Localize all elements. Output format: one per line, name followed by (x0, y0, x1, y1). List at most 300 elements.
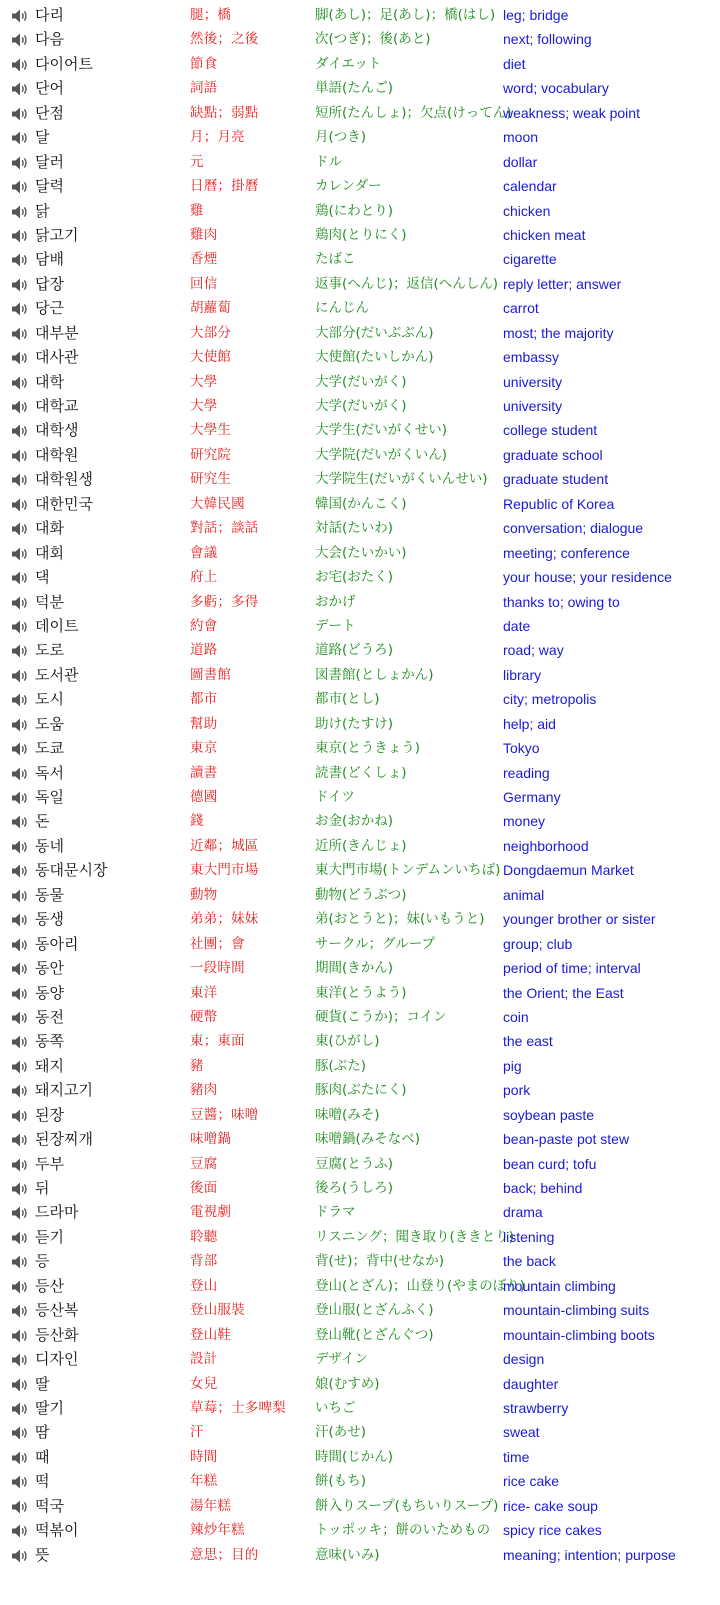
english-translation: your house; your residence (503, 569, 672, 586)
korean-word: 동네 (35, 836, 64, 855)
vocab-row (0, 785, 720, 809)
japanese-translation: ダイエット (315, 55, 382, 72)
vocab-row (0, 1469, 720, 1493)
hanja-translation: 辣炒年糕 (190, 1522, 245, 1539)
english-translation: date (503, 617, 531, 634)
hanja-translation: 錢 (190, 813, 204, 830)
vocab-row (0, 736, 720, 760)
vocab-row (0, 370, 720, 394)
english-translation: neighborhood (503, 837, 589, 854)
vocab-row (0, 52, 720, 76)
korean-word: 대학원 (35, 445, 79, 464)
speaker-icon[interactable] (11, 155, 29, 171)
korean-word: 돈 (35, 812, 50, 831)
hanja-translation: 對話；談話 (190, 520, 259, 537)
vocab-row (0, 1005, 720, 1029)
korean-word: 다리 (35, 6, 64, 24)
korean-word: 등산화 (35, 1325, 79, 1344)
english-translation: group; club (503, 935, 573, 952)
vocab-row (0, 1396, 720, 1420)
speaker-icon[interactable] (11, 277, 29, 293)
hanja-translation: 會議 (190, 544, 218, 561)
korean-word: 동생 (35, 910, 64, 929)
hanja-translation: 多虧；多得 (190, 593, 259, 610)
vocab-row (0, 883, 720, 907)
speaker-icon[interactable] (11, 1157, 29, 1173)
speaker-icon[interactable] (11, 937, 29, 953)
korean-word: 다음 (35, 30, 64, 49)
hanja-translation: 豆腐 (190, 1155, 218, 1172)
hanja-translation: 腿；橋 (190, 7, 232, 23)
japanese-translation: 対話(たいわ) (315, 520, 394, 537)
speaker-icon[interactable] (11, 1450, 29, 1466)
speaker-icon[interactable] (11, 448, 29, 464)
vocab-row (0, 296, 720, 320)
english-translation: pig (503, 1057, 522, 1074)
hanja-translation: 湯年糕 (190, 1497, 232, 1514)
hanja-translation: 登山服裝 (190, 1302, 245, 1319)
speaker-icon[interactable] (11, 326, 29, 342)
english-translation: carrot (503, 300, 539, 317)
vocab-row (0, 76, 720, 100)
speaker-icon[interactable] (11, 375, 29, 391)
speaker-icon[interactable] (11, 1523, 29, 1539)
english-translation: mountain-climbing boots (503, 1326, 655, 1343)
speaker-icon[interactable] (11, 1059, 29, 1075)
korean-word: 동쪽 (35, 1032, 64, 1051)
korean-word: 된장찌개 (35, 1130, 93, 1149)
japanese-translation: 東(ひがし) (315, 1033, 380, 1050)
speaker-icon[interactable] (11, 643, 29, 659)
korean-word: 딸기 (35, 1398, 64, 1417)
hanja-translation: 約會 (190, 617, 218, 634)
hanja-translation: 時間 (190, 1448, 218, 1465)
speaker-icon[interactable] (11, 81, 29, 97)
japanese-translation: 意味(いみ) (315, 1546, 380, 1563)
hanja-translation: 詞語 (190, 80, 218, 97)
english-translation: Germany (503, 789, 561, 805)
hanja-translation: 研究院 (190, 446, 232, 463)
vocab-row (0, 150, 720, 174)
speaker-icon[interactable] (11, 350, 29, 366)
vocab-row (0, 663, 720, 687)
korean-word: 도시 (35, 690, 64, 709)
speaker-icon[interactable] (11, 1474, 29, 1490)
vocab-row (0, 1176, 720, 1200)
english-translation: road; way (503, 642, 564, 659)
speaker-icon[interactable] (11, 1401, 29, 1417)
speaker-icon[interactable] (11, 1425, 29, 1441)
japanese-translation: 期間(きかん) (315, 960, 394, 977)
japanese-translation: 背(せ)；背中(せなか) (315, 1253, 445, 1270)
vocab-row (0, 321, 720, 345)
speaker-icon[interactable] (11, 1279, 29, 1295)
english-translation: the Orient; the East (503, 984, 624, 1001)
speaker-icon[interactable] (11, 595, 29, 611)
hanja-translation: 香煙 (190, 251, 218, 268)
english-translation: back; behind (503, 1180, 583, 1196)
japanese-translation: ドラマ (315, 1204, 356, 1221)
hanja-translation: 道路 (190, 642, 218, 659)
hanja-translation: 大部分 (190, 324, 232, 341)
hanja-translation: 大韓民國 (190, 495, 245, 512)
hanja-translation: 弟弟；妹妹 (190, 911, 259, 928)
korean-word: 등산복 (35, 1301, 79, 1320)
vocab-row (0, 394, 720, 418)
speaker-icon[interactable] (11, 1377, 29, 1393)
speaker-icon[interactable] (11, 32, 29, 48)
vocab-row (0, 1225, 720, 1249)
speaker-icon[interactable] (11, 228, 29, 244)
korean-word: 떡 (35, 1472, 50, 1491)
speaker-icon[interactable] (11, 814, 29, 830)
vocab-row (0, 761, 720, 785)
japanese-translation: 助け(たすけ) (315, 715, 394, 732)
japanese-translation: 豆腐(とうふ) (315, 1155, 394, 1172)
vocab-row (0, 858, 720, 882)
vocab-row (0, 418, 720, 442)
japanese-translation: おかげ (315, 593, 356, 610)
vocab-row (0, 981, 720, 1005)
hanja-translation: 登山鞋 (190, 1326, 232, 1343)
korean-word: 댁 (35, 568, 50, 587)
vocab-row (0, 443, 720, 467)
hanja-translation: 東洋 (190, 984, 218, 1001)
hanja-translation: 登山 (190, 1277, 218, 1294)
vocabulary-list (0, 3, 720, 1567)
speaker-icon[interactable] (11, 399, 29, 415)
vocab-row (0, 467, 720, 491)
english-translation: calendar (503, 178, 557, 195)
japanese-translation: お宅(おたく) (315, 569, 394, 586)
japanese-translation: 後ろ(うしろ) (315, 1180, 394, 1196)
korean-word: 담배 (35, 250, 64, 269)
speaker-icon[interactable] (11, 1132, 29, 1148)
japanese-translation: 大学(だいがく) (315, 373, 407, 390)
speaker-icon[interactable] (11, 472, 29, 488)
korean-word: 돼지 (35, 1056, 64, 1075)
speaker-icon[interactable] (11, 863, 29, 879)
hanja-translation: 讀書 (190, 764, 218, 781)
speaker-icon[interactable] (11, 888, 29, 904)
korean-word: 데이트 (35, 616, 79, 635)
korean-word: 달 (35, 128, 50, 147)
vocab-row (0, 834, 720, 858)
speaker-icon[interactable] (11, 1108, 29, 1124)
english-translation: meaning; intention; purpose (503, 1546, 676, 1563)
japanese-translation: トッポッキ；餅のいためもの (315, 1522, 491, 1539)
japanese-translation: 大学生(だいがくせい) (315, 422, 448, 439)
korean-word: 된장 (35, 1105, 64, 1124)
english-translation: younger brother or sister (503, 911, 656, 928)
english-translation: Tokyo (503, 740, 540, 757)
hanja-translation: 年糕 (190, 1473, 218, 1490)
vocab-row (0, 932, 720, 956)
speaker-icon[interactable] (11, 1499, 29, 1515)
english-translation: period of time; interval (503, 960, 641, 977)
korean-word: 대회 (35, 543, 64, 562)
speaker-icon[interactable] (11, 497, 29, 513)
speaker-icon[interactable] (11, 692, 29, 708)
hanja-translation: 豬肉 (190, 1082, 218, 1099)
japanese-translation: ドル (315, 153, 342, 170)
speaker-icon[interactable] (11, 8, 29, 24)
hanja-translation: 草莓；士多啤梨 (190, 1399, 286, 1416)
speaker-icon[interactable] (11, 1352, 29, 1368)
speaker-icon[interactable] (11, 301, 29, 317)
korean-word: 뜻 (35, 1545, 50, 1564)
hanja-translation: 大學生 (190, 422, 232, 439)
korean-word: 딸 (35, 1374, 50, 1393)
english-translation: city; metropolis (503, 691, 597, 708)
speaker-icon[interactable] (11, 204, 29, 220)
hanja-translation: 回信 (190, 275, 218, 292)
japanese-translation: 大学院生(だいがくいんせい) (315, 471, 488, 488)
japanese-translation: 都市(とし) (315, 691, 380, 708)
speaker-icon[interactable] (11, 1230, 29, 1246)
speaker-icon[interactable] (11, 1034, 29, 1050)
vocab-row (0, 638, 720, 662)
japanese-translation: たばこ (315, 251, 356, 268)
english-translation: rice cake (503, 1473, 560, 1490)
speaker-icon[interactable] (11, 1303, 29, 1319)
vocab-row (0, 1054, 720, 1078)
japanese-translation: 大学(だいがく) (315, 398, 407, 414)
speaker-icon[interactable] (11, 1548, 29, 1564)
japanese-translation: リスニング；聞き取り(ききとり) (315, 1228, 514, 1245)
japanese-translation: 硬貨(こうか)；コイン (315, 1008, 447, 1025)
hanja-translation: 後面 (190, 1180, 218, 1196)
korean-word: 단점 (35, 103, 64, 122)
speaker-icon[interactable] (11, 546, 29, 562)
hanja-translation: 意思；目的 (190, 1546, 259, 1563)
vocab-row (0, 101, 720, 125)
vocab-row (0, 590, 720, 614)
speaker-icon[interactable] (11, 570, 29, 586)
japanese-translation: 大部分(だいぶぶん) (315, 324, 434, 341)
speaker-icon[interactable] (11, 521, 29, 537)
hanja-translation: 電視劇 (190, 1204, 232, 1221)
vocab-row (0, 3, 720, 27)
english-translation: time (503, 1448, 530, 1465)
korean-word: 독서 (35, 763, 64, 782)
korean-word: 등 (35, 1252, 50, 1271)
speaker-icon[interactable] (11, 790, 29, 806)
speaker-icon[interactable] (11, 986, 29, 1002)
english-translation: dollar (503, 153, 538, 170)
english-translation: diet (503, 55, 526, 72)
vocab-row (0, 125, 720, 149)
hanja-translation: 大學 (190, 373, 218, 390)
korean-word: 도서관 (35, 665, 79, 684)
speaker-icon[interactable] (11, 668, 29, 684)
hanja-translation: 設計 (190, 1351, 218, 1368)
vocab-row (0, 1152, 720, 1176)
speaker-icon[interactable] (11, 57, 29, 73)
speaker-icon[interactable] (11, 1181, 29, 1197)
english-translation: the east (503, 1033, 553, 1050)
korean-word: 드라마 (35, 1203, 79, 1222)
korean-word: 대사관 (35, 348, 79, 367)
korean-word: 대학원생 (35, 470, 93, 489)
english-translation: leg; bridge (503, 7, 569, 23)
japanese-translation: 娘(むすめ) (315, 1375, 380, 1392)
speaker-icon[interactable] (11, 1254, 29, 1270)
speaker-icon[interactable] (11, 619, 29, 635)
vocab-row (0, 1103, 720, 1127)
speaker-icon[interactable] (11, 912, 29, 928)
english-translation: thanks to; owing to (503, 593, 620, 610)
vocab-row (0, 1518, 720, 1542)
japanese-translation: 豚(ぶた) (315, 1057, 367, 1074)
english-translation: drama (503, 1204, 543, 1221)
korean-word: 때 (35, 1447, 50, 1466)
korean-word: 디자인 (35, 1350, 79, 1369)
korean-word: 동아리 (35, 934, 79, 953)
english-translation: moon (503, 129, 539, 146)
english-translation: animal (503, 886, 545, 903)
hanja-translation: 動物 (190, 886, 218, 903)
japanese-translation: 道路(どうろ) (315, 642, 394, 659)
english-translation: chicken meat (503, 226, 586, 243)
japanese-translation: 短所(たんしょ)；欠点(けってん) (315, 104, 512, 121)
japanese-translation: 弟(おとうと)；妹(いもうと) (315, 911, 485, 928)
japanese-translation: いちご (315, 1399, 356, 1416)
english-translation: college student (503, 422, 598, 439)
korean-word: 동물 (35, 885, 64, 904)
speaker-icon[interactable] (11, 741, 29, 757)
hanja-translation: 德國 (190, 789, 218, 805)
hanja-translation: 聆聽 (190, 1228, 218, 1245)
japanese-translation: デザイン (315, 1351, 369, 1368)
vocab-row (0, 199, 720, 223)
hanja-translation: 一段時間 (190, 960, 245, 977)
korean-word: 대학 (35, 372, 64, 391)
speaker-icon[interactable] (11, 1010, 29, 1026)
korean-word: 떡국 (35, 1496, 64, 1515)
japanese-translation: 動物(どうぶつ) (315, 886, 407, 903)
hanja-translation: 都市 (190, 691, 218, 708)
speaker-icon[interactable] (11, 252, 29, 268)
korean-word: 독일 (35, 788, 64, 806)
korean-word: 도움 (35, 714, 64, 733)
hanja-translation: 元 (190, 153, 204, 170)
english-translation: meeting; conference (503, 544, 630, 561)
hanja-translation: 幫助 (190, 715, 218, 732)
speaker-icon[interactable] (11, 766, 29, 782)
vocab-row (0, 1249, 720, 1273)
speaker-icon[interactable] (11, 423, 29, 439)
english-translation: graduate school (503, 446, 603, 463)
speaker-icon[interactable] (11, 130, 29, 146)
speaker-icon[interactable] (11, 179, 29, 195)
hanja-translation: 女兒 (190, 1375, 218, 1392)
hanja-translation: 節食 (190, 55, 218, 72)
vocab-row (0, 345, 720, 369)
japanese-translation: にんじん (315, 300, 369, 317)
japanese-translation: 近所(きんじょ) (315, 837, 407, 854)
japanese-translation: 登山服(とざんふく) (315, 1302, 434, 1319)
vocab-row (0, 1078, 720, 1102)
japanese-translation: デート (315, 617, 356, 634)
korean-word: 단어 (35, 79, 64, 98)
english-translation: mountain-climbing suits (503, 1302, 650, 1319)
english-translation: embassy (503, 349, 560, 366)
korean-word: 답장 (35, 274, 64, 293)
japanese-translation: 月(つき) (315, 129, 367, 146)
speaker-icon[interactable] (11, 1083, 29, 1099)
speaker-icon[interactable] (11, 717, 29, 733)
vocab-row (0, 907, 720, 931)
japanese-translation: 味噌鍋(みそなべ) (315, 1131, 421, 1148)
vocab-row (0, 1420, 720, 1444)
vocab-row (0, 1494, 720, 1518)
vocab-row (0, 565, 720, 589)
korean-word: 닭고기 (35, 225, 79, 244)
korean-word: 대학생 (35, 421, 79, 440)
english-translation: sweat (503, 1424, 540, 1441)
japanese-translation: 餅(もち) (315, 1473, 367, 1490)
japanese-translation: 味噌(みそ) (315, 1106, 380, 1123)
speaker-icon[interactable] (11, 1328, 29, 1344)
english-translation: strawberry (503, 1399, 569, 1416)
speaker-icon[interactable] (11, 1205, 29, 1221)
speaker-icon[interactable] (11, 106, 29, 122)
speaker-icon[interactable] (11, 839, 29, 855)
hanja-translation: 硬幣 (190, 1008, 218, 1025)
hanja-translation: 東京 (190, 740, 218, 757)
english-translation: bean curd; tofu (503, 1155, 597, 1172)
hanja-translation: 日曆；掛曆 (190, 178, 259, 195)
english-translation: cigarette (503, 251, 557, 268)
english-translation: library (503, 666, 542, 683)
japanese-translation: 餅入りスープ(もちいりスープ) (315, 1497, 499, 1514)
hanja-translation: 近鄰；城區 (190, 837, 259, 854)
english-translation: pork (503, 1082, 531, 1099)
korean-word: 덕분 (35, 592, 64, 611)
korean-word: 뒤 (35, 1179, 50, 1197)
vocab-row (0, 614, 720, 638)
english-translation: most; the majority (503, 324, 614, 341)
english-translation: coin (503, 1008, 529, 1025)
vocab-row (0, 1298, 720, 1322)
japanese-translation: ドイツ (315, 789, 355, 805)
english-translation: daughter (503, 1375, 559, 1392)
speaker-icon[interactable] (11, 961, 29, 977)
vocab-row (0, 27, 720, 51)
korean-word: 대화 (35, 519, 64, 538)
japanese-translation: 東大門市場(トンデムンいちば) (315, 862, 501, 879)
english-translation: reading (503, 764, 550, 781)
hanja-translation: 汗 (190, 1424, 204, 1441)
japanese-translation: 大会(たいかい) (315, 544, 407, 561)
korean-word: 동전 (35, 1007, 64, 1026)
english-translation: design (503, 1351, 545, 1368)
korean-word: 듣기 (35, 1227, 64, 1246)
hanja-translation: 社團；會 (190, 935, 245, 952)
vocab-row (0, 1127, 720, 1151)
japanese-translation: 次(つぎ)；後(あと) (315, 31, 431, 48)
english-translation: soybean paste (503, 1106, 595, 1123)
japanese-translation: 鶏肉(とりにく) (315, 226, 407, 243)
hanja-translation: 東大門市場 (190, 862, 259, 879)
english-translation: graduate student (503, 471, 609, 488)
hanja-translation: 月；月亮 (190, 129, 245, 146)
english-translation: word; vocabulary (503, 80, 609, 97)
hanja-translation: 缺點；弱點 (190, 104, 259, 121)
japanese-translation: 東洋(とうよう) (315, 984, 407, 1001)
japanese-translation: 読書(どくしょ) (315, 764, 407, 781)
